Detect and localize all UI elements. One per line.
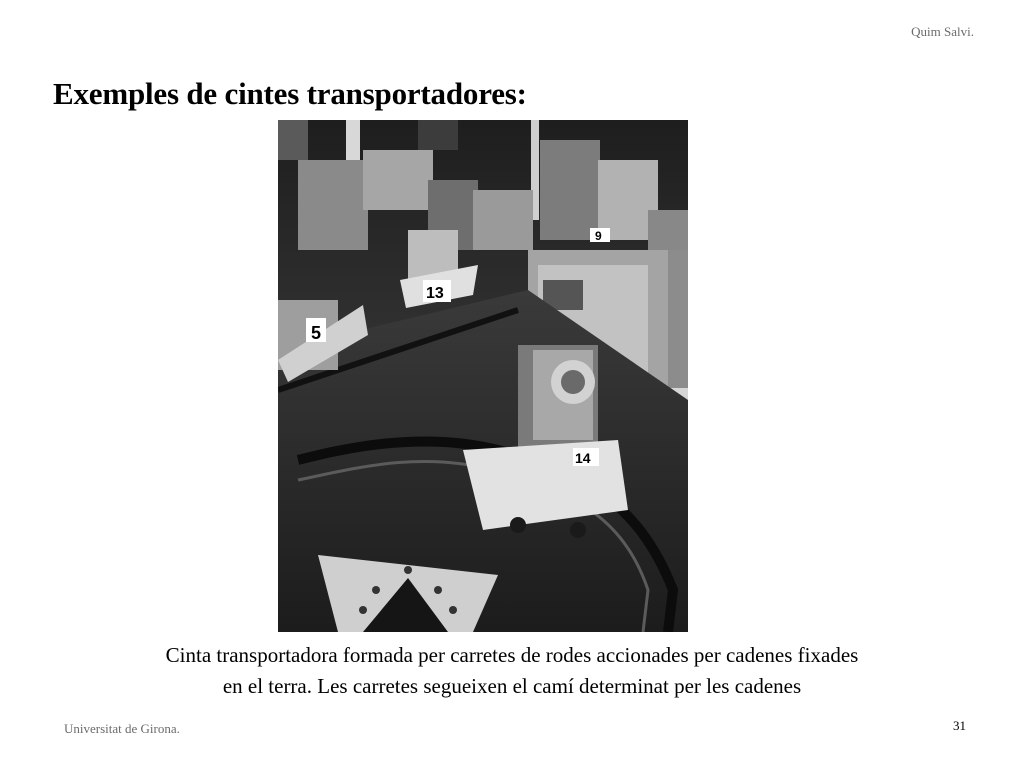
- carrier-number-5: 5: [311, 323, 322, 343]
- slide-title: Exemples de cintes transportadores:: [53, 76, 527, 111]
- footer-institution: Universitat de Girona.: [64, 721, 180, 736]
- author-label: Quim Salvi.: [911, 24, 974, 39]
- conveyor-photo: [278, 120, 688, 632]
- carrier-number-9: 9: [595, 229, 602, 243]
- photo-caption: [0, 640, 1024, 702]
- page-number: 31: [953, 718, 966, 733]
- carrier-number-13: 13: [426, 285, 444, 302]
- carrier-number-14: 14: [575, 450, 591, 466]
- caption-line-2: en el terra. Les carretes segueixen el camí determinat per les cadenes: [222, 674, 802, 698]
- caption-line-1: Cinta transportadora formada per carretes de rodes accionades per cadenes fixades: [165, 643, 859, 667]
